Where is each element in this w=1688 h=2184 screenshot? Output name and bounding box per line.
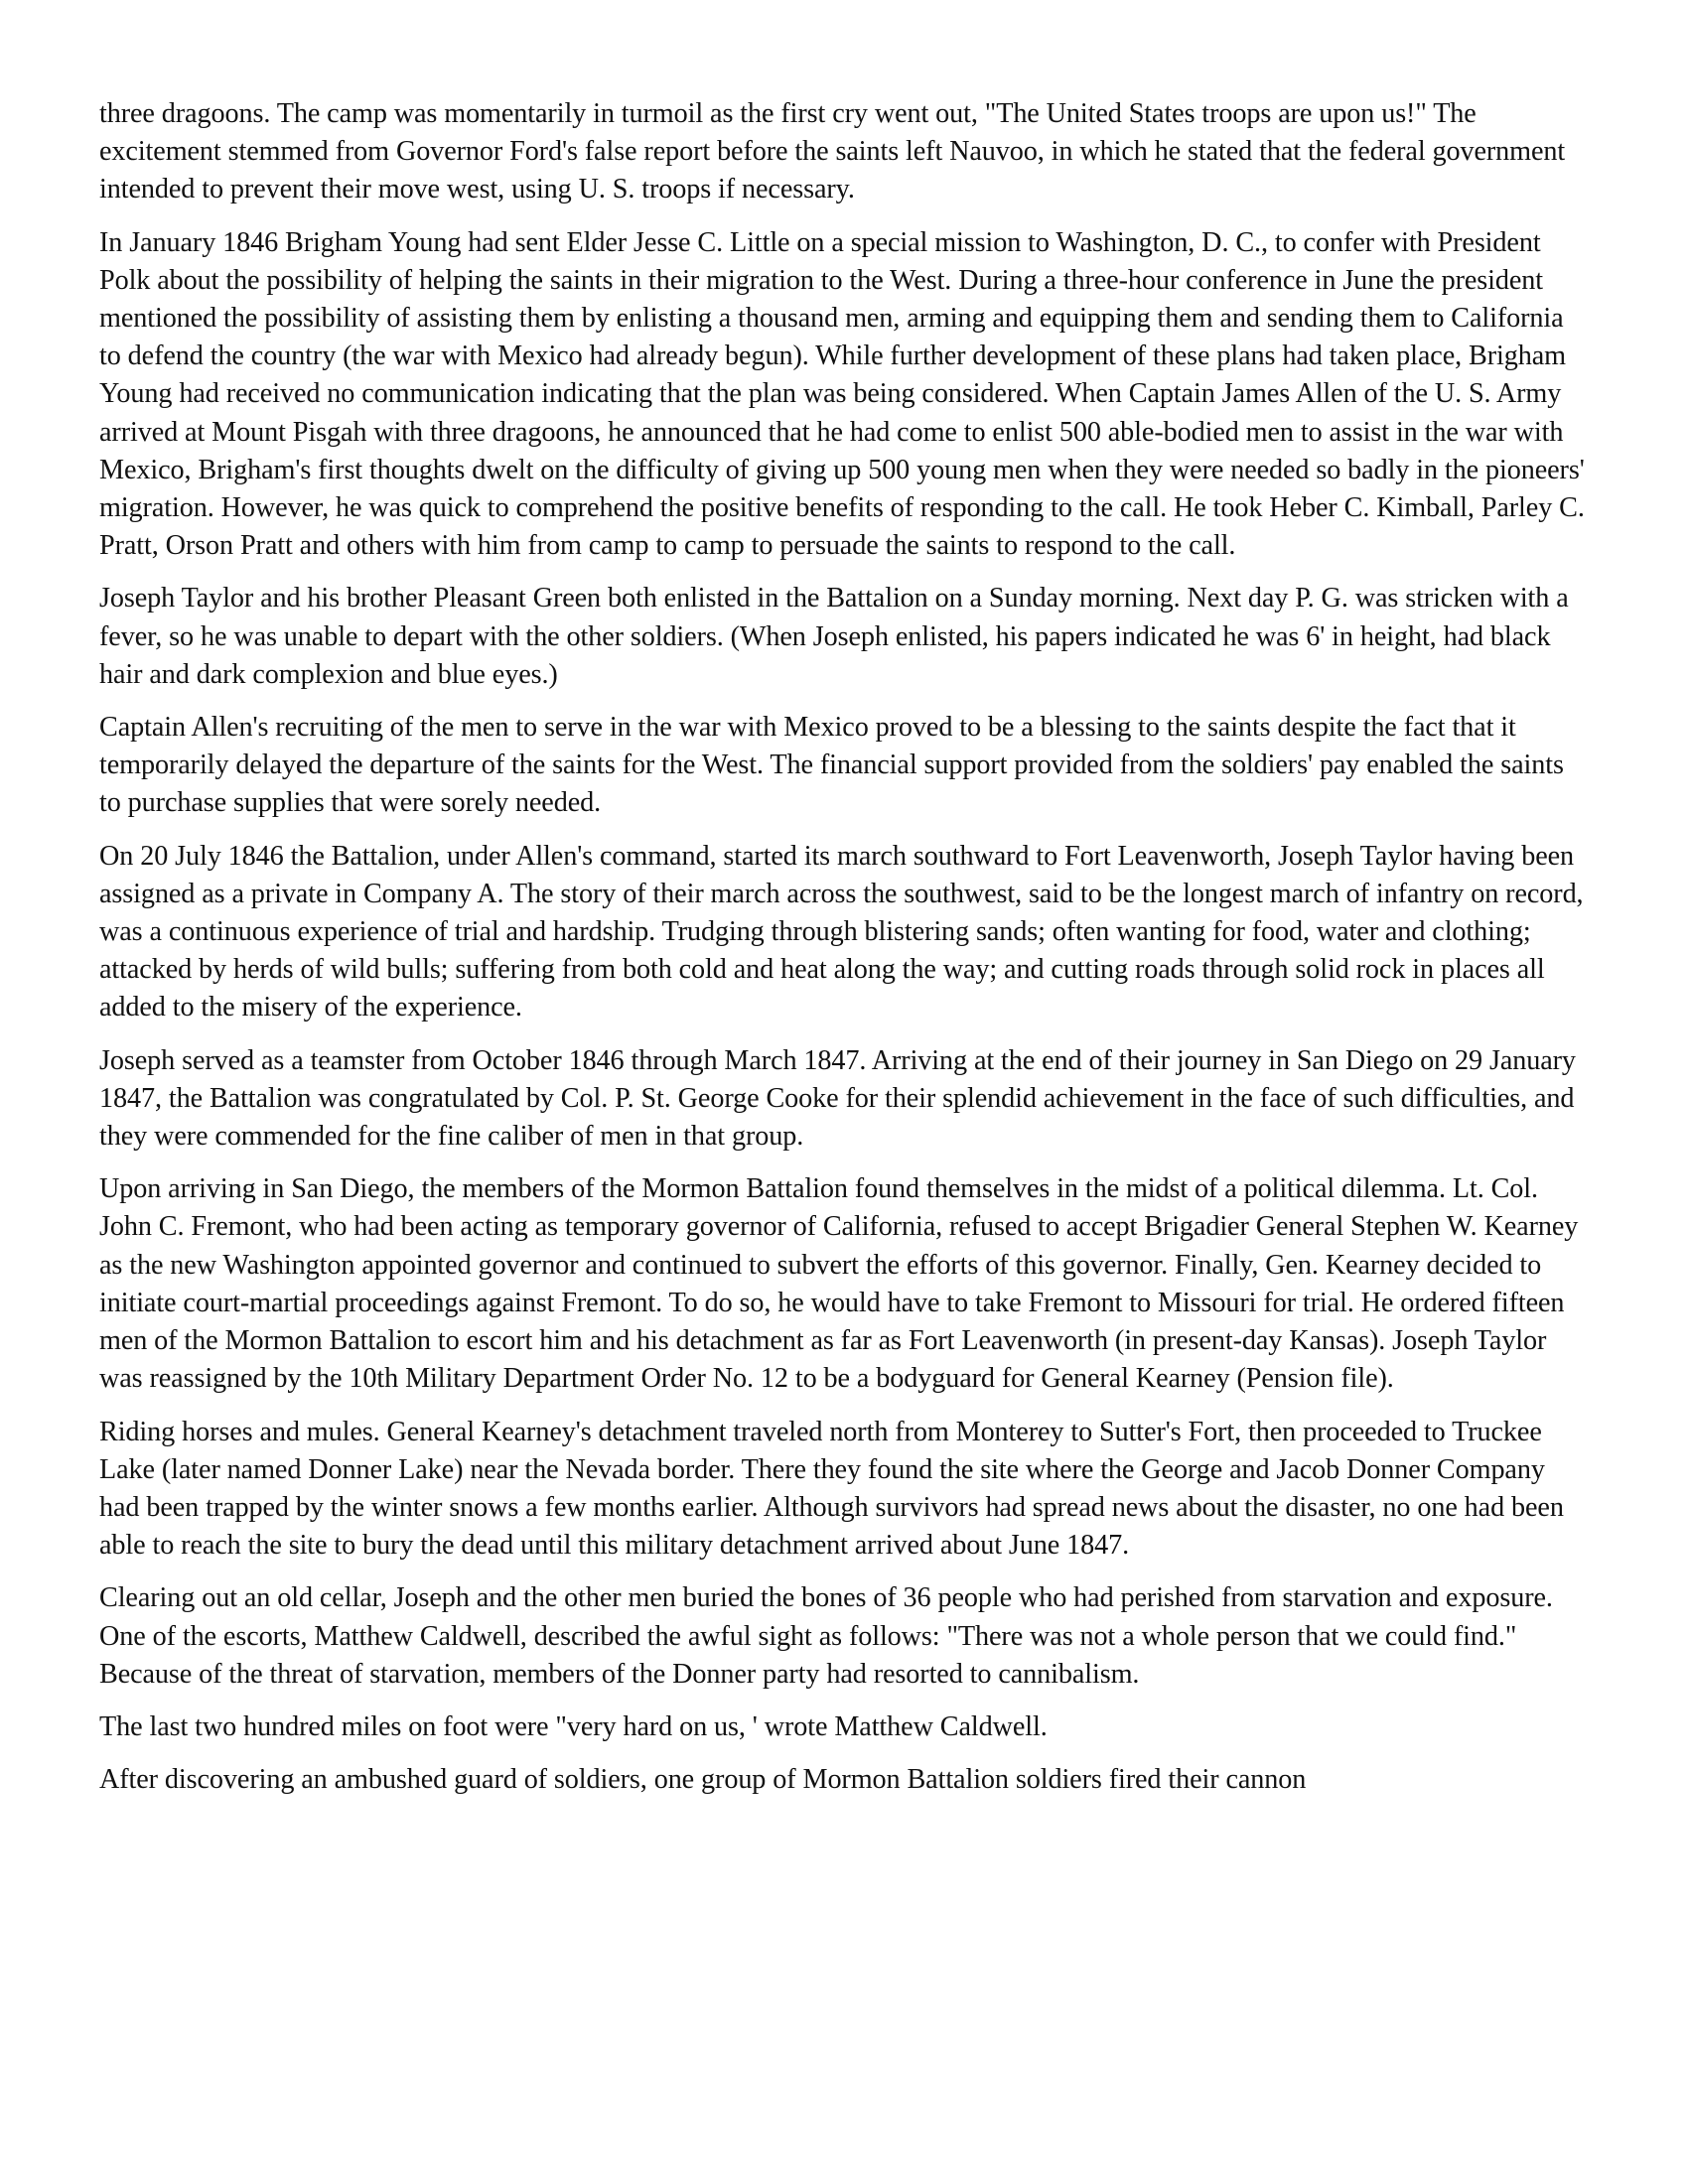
paragraph-recruiting-blessing: Captain Allen's recruiting of the men to serve in the war with Mexico proved to be a blessing to the saints despite the fact that it temporarily delayed the departure of the saints for the West. The financial support provided from the soldiers' pay enabled the saints to purchase supplies that were sorely needed.	[99, 712, 1564, 819]
paragraph-caldwell-quote: The last two hundred miles on foot were "very hard on us, ' wrote Matthew Caldwell.	[99, 1710, 1048, 1742]
paragraph-troops-alarm: three dragoons. The camp was momentarily in turmoil as the first cry went out, "The United States troops are upon us!" The excitement stemmed from Governor Ford's false report before the saints left Nauvoo, in which he stated that the federal government intended to prevent their move west, using U. S. troops if necessary.	[99, 98, 1566, 205]
paragraph-ambushed-guard: After discovering an ambushed guard of soldiers, one group of Mormon Battalion soldiers fired their cannon	[99, 1764, 1307, 1796]
paragraph-donner-site: Riding horses and mules. General Kearney's detachment traveled north from Monterey to Sutter's Fort, then proceeded to Truckee Lake (later named Donner Lake) near the Nevada border. There they found the site where the George and Jacob Donner Company had been trapped by the winter snows a few months earlier. Although survivors had spread news about the disaster, no one had been able to reach the site to bury the dead until this military detachment arrived about June 1847.	[99, 1416, 1564, 1562]
paragraph-san-diego-dilemma: Upon arriving in San Diego, the members of the Mormon Battalion found themselves in the midst of a political dilemma. Lt. Col. John C. Fremont, who had been acting as temporary governor of California, refused to accept Brigadier General Stephen W. Kearney as the new Washington appointed governor and continued to subvert the efforts of this governor. Finally, Gen. Kearney decided to initiate court-martial proceedings against Fremont. To do so, he would have to take Fremont to Missouri for trial. He ordered fifteen men of the Mormon Battalion to escort him and his detachment as far as Fort Leavenworth (in present-day Kansas). Joseph Taylor was reassigned by the 10th Military Department Order No. 12 to be a bodyguard for General Kearney (Pension file).	[99, 1173, 1579, 1395]
paragraph-teamster-service: Joseph served as a teamster from October 1846 through March 1847. Arriving at the end of their journey in San Diego on 29 January 1847, the Battalion was congratulated by Col. P. St. George Cooke for their splendid achievement in the face of such difficulties, and they were commended for the fine caliber of men in that group.	[99, 1044, 1576, 1153]
paragraph-jesse-little-mission: In January 1846 Brigham Young had sent Elder Jesse C. Little on a special mission to Washington, D. C., to confer with President Polk about the possibility of helping the saints in their migration to the West. During a three-hour conference in June the president mentioned the possibility of assisting them by enlisting a thousand men, arming and equipping them and sending them to California to defend the country (the war with Mexico had already begun). While further development of these plans had taken place, Brigham Young had received no communication indicating that the plan was being considered. When Captain James Allen of the U. S. Army arrived at Mount Pisgah with three dragoons, he announced that he had come to enlist 500 able-bodied men to assist in the war with Mexico, Brigham's first thoughts dwelt on the difficulty of giving up 500 young men when they were needed so badly in the pioneers' migration. However, he was quick to comprehend the positive benefits of responding to the call. He took Heber C. Kimball, Parley C. Pratt, Orson Pratt and others with him from camp to camp to persuade the saints to respond to the call.	[99, 226, 1585, 562]
paragraph-burial: Clearing out an old cellar, Joseph and the other men buried the bones of 36 people who had perished from starvation and exposure. One of the escorts, Matthew Caldwell, described the awful sight as follows: "There was not a whole person that we could find." Because of the threat of starvation, members of the Donner party had resorted to cannibalism.	[99, 1582, 1553, 1690]
paragraph-battalion-march: On 20 July 1846 the Battalion, under Allen's command, started its march southward to Fort Leavenworth, Joseph Taylor having been assigned as a private in Company A. The story of their march across the southwest, said to be the longest march of infantry on record, was a continuous experience of trial and hardship. Trudging through blistering sands; often wanting for food, water and clothing; attacked by herds of wild bulls; suffering from both cold and heat along the way; and cutting roads through solid rock in places all added to the misery of the experience.	[99, 840, 1584, 1024]
document-page	[99, 95, 1589, 1799]
paragraph-taylor-enlistment: Joseph Taylor and his brother Pleasant Green both enlisted in the Battalion on a Sunday morning. Next day P. G. was stricken with a fever, so he was unable to depart with the other soldiers. (When Joseph enlisted, his papers indicated he was 6' in height, had black hair and dark complexion and blue eyes.)	[99, 583, 1569, 690]
